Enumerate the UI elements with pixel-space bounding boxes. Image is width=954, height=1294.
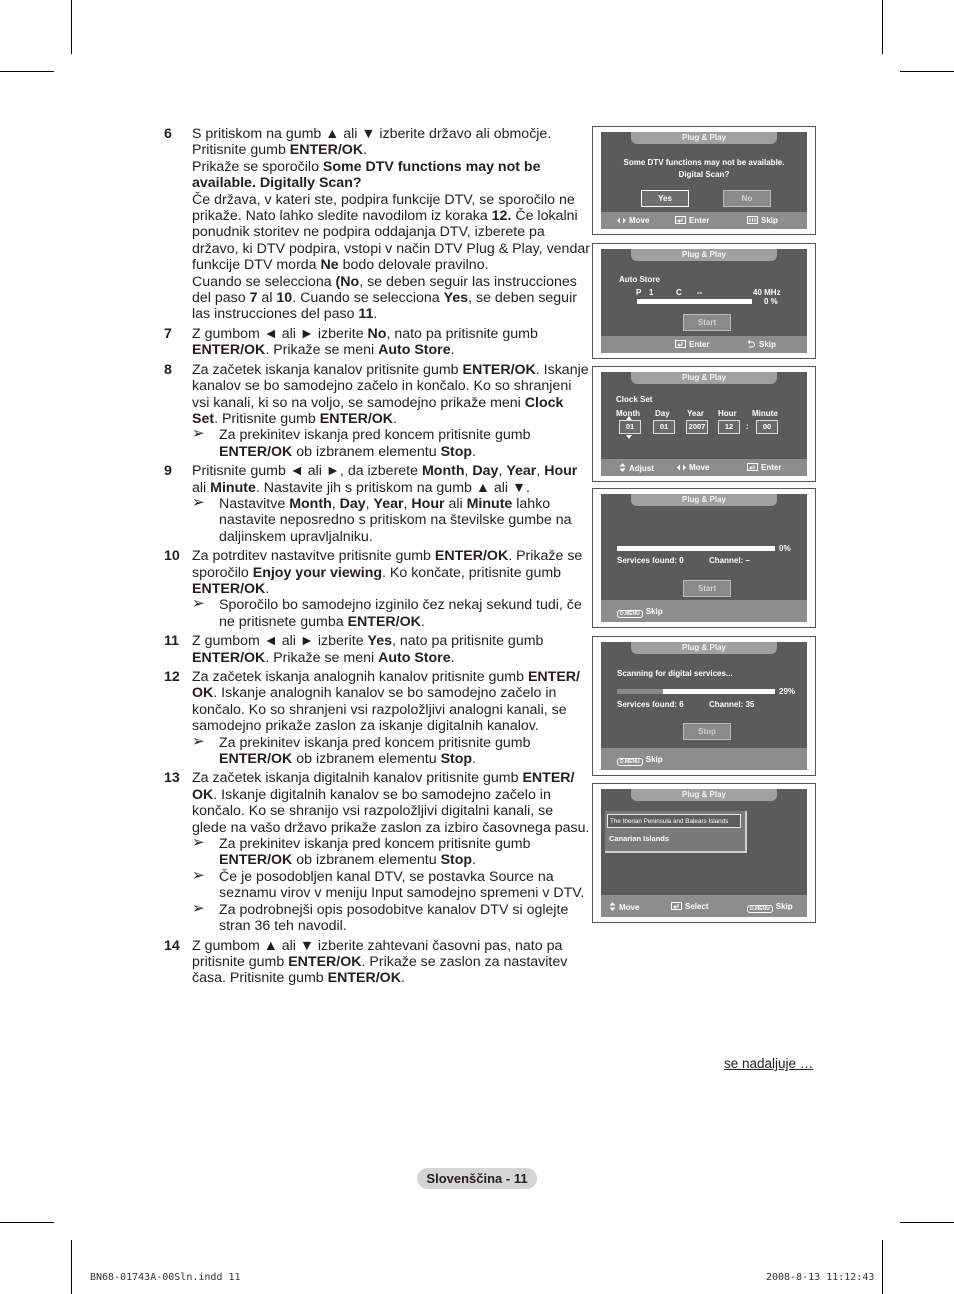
crop-mark xyxy=(882,1240,883,1294)
day-header: Day xyxy=(655,409,670,418)
step-8 xyxy=(162,362,590,460)
screen-footer xyxy=(601,336,807,353)
step-text: Z gumbom ◄ ali ► izberite No, nato pa pritisnite gumb ENTER/OK. Prikaže se meni Auto Store. xyxy=(192,325,538,359)
move-hint: Move xyxy=(689,463,710,472)
channel-value: -- xyxy=(697,288,703,297)
note: ➢ Za prekinitev iskanja pred koncem pritisnite gumb ENTER/OK ob izbranem elementu Stop. xyxy=(192,425,531,460)
enter-icon xyxy=(675,216,686,226)
dmenu-key-icon: D.MENU xyxy=(617,758,643,766)
channel-label: C xyxy=(676,288,682,297)
time-zone-list xyxy=(605,811,747,853)
note-arrow-icon: ➢ xyxy=(192,899,205,917)
day-field[interactable]: 01 xyxy=(653,420,675,434)
month-header: Month xyxy=(616,409,640,418)
step-text: Pritisnite gumb ◄ ali ►, da izberete Month, Day, Year, Hour ali Minute. Nastavite jih s pritiskom na gumb ▲ ali ▼. xyxy=(192,463,578,496)
crop-mark xyxy=(900,71,954,72)
note-arrow-icon: ➢ xyxy=(192,732,205,750)
return-icon xyxy=(745,340,756,350)
section-label: Clock Set xyxy=(616,395,653,404)
year-field[interactable]: 2007 xyxy=(686,420,708,434)
skip-hint: Skip xyxy=(775,902,793,911)
skip-hint: Skip xyxy=(759,340,776,349)
screen-scan-start xyxy=(592,488,816,628)
instruction-list xyxy=(162,126,590,990)
step-number: 10 xyxy=(164,548,180,565)
progress-bar xyxy=(637,299,752,304)
move-hint: Move xyxy=(619,903,640,912)
services-found: Services found: 0 xyxy=(617,556,684,565)
hour-field[interactable]: 12 xyxy=(718,420,740,434)
year-header: Year xyxy=(687,409,704,418)
stop-button[interactable]: Stop xyxy=(683,723,731,740)
services-found: Services found: 6 xyxy=(617,700,684,709)
screen-digital-scan-prompt xyxy=(592,126,816,235)
crop-mark xyxy=(882,0,883,54)
step-10 xyxy=(162,548,590,630)
step-14 xyxy=(162,938,590,987)
enter-icon xyxy=(671,902,682,912)
screen-auto-store xyxy=(592,243,816,359)
screen-footer xyxy=(601,895,807,917)
step-9 xyxy=(162,463,590,545)
print-timestamp: 2008-8-13 11:12:43 xyxy=(766,1272,875,1283)
screen-title: Plug & Play xyxy=(631,642,777,654)
screen-title: Plug & Play xyxy=(631,249,777,261)
step-text: Z gumbom ▲ ali ▼ izberite zahtevani časovni pas, nato pa pritisnite gumb ENTER/OK. Prikaže se zaslon za nastavitev časa. Pritisnite gumb ENTER/OK. xyxy=(192,937,568,987)
screen-scanning-digital xyxy=(592,636,816,776)
step-number: 8 xyxy=(164,361,172,378)
step-text: Z gumbom ◄ ali ► izberite Yes, nato pa pritisnite gumb ENTER/OK. Prikaže se meni Auto Store. xyxy=(192,633,544,666)
progress-bar xyxy=(617,546,775,551)
progress-fill xyxy=(617,689,663,694)
step-number: 7 xyxy=(164,325,172,342)
yes-button[interactable]: Yes xyxy=(641,190,689,207)
step-6 xyxy=(162,126,590,323)
note: ➢ Če je posodobljen kanal DTV, se postavka Source na seznamu virov v meniju Input samodejno spremeni v DTV. xyxy=(192,866,585,902)
left-right-arrows-icon xyxy=(617,217,626,226)
step-text: S pritiskom na gumb ▲ ali ▼ izberite državo ali območje. Pritisnite gumb ENTER/OK. xyxy=(192,126,552,159)
screen-title: Plug & Play xyxy=(631,789,777,801)
dmenu-key-icon: D.MENU xyxy=(747,905,773,913)
step-number: 13 xyxy=(164,770,180,787)
channel-readout: Channel: – xyxy=(709,556,750,565)
up-down-arrows-icon xyxy=(609,902,616,913)
skip-hint: Skip xyxy=(645,607,663,616)
adjust-hint: Adjust xyxy=(629,464,654,473)
note-arrow-icon: ➢ xyxy=(192,425,205,443)
progress-percent: 0% xyxy=(779,544,791,553)
step-text: Za potrditev nastavitve pritisnite gumb ENTER/OK. Prikaže se sporočilo Enjoy your viewing. Ko končate, pritisnite gumb ENTER/OK. xyxy=(192,548,583,597)
note-arrow-icon: ➢ xyxy=(192,493,205,511)
enter-icon xyxy=(747,463,758,473)
message-line: Some DTV functions may not be available. xyxy=(623,158,785,167)
enter-hint: Enter xyxy=(689,340,710,349)
scanning-status: Scanning for digital services... xyxy=(617,669,733,678)
crop-mark xyxy=(0,71,54,72)
minute-field[interactable]: 00 xyxy=(756,420,778,434)
note: ➢ Sporočilo bo samodejno izginilo čez nekaj sekund tudi, če ne pritisnete gumba ENTER/OK. xyxy=(192,595,582,630)
move-hint: Move xyxy=(629,216,650,225)
step-number: 9 xyxy=(164,463,172,480)
channel-readout: Channel: 35 xyxy=(709,700,755,709)
screen-title: Plug & Play xyxy=(631,494,777,506)
crop-mark xyxy=(71,1240,72,1294)
skip-hint: Skip xyxy=(761,216,778,225)
step-number: 11 xyxy=(164,633,179,650)
skip-hint: Skip xyxy=(645,755,663,764)
crop-mark xyxy=(71,0,72,54)
message-line: Digital Scan? xyxy=(678,170,730,179)
step-text: Za začetek iskanja analognih kanalov pritisnite gumb ENTER/ OK. Iskanje analognih kanalov se bo samodejno začelo in končalo. Ko so shranjeni vsi razpoložljivi analogni kanali, se samodejno prikaže zaslon za iskanje digitalnih kanalov. xyxy=(192,669,580,735)
step-number: 14 xyxy=(164,937,180,954)
month-field[interactable]: 01 xyxy=(619,420,641,434)
start-button[interactable]: Start xyxy=(683,580,731,597)
program-number: 1 xyxy=(649,288,654,297)
screen-footer xyxy=(601,600,807,622)
time-separator: : xyxy=(746,422,749,431)
hour-header: Hour xyxy=(718,409,737,418)
note-arrow-icon: ➢ xyxy=(192,834,205,852)
screen-footer xyxy=(601,459,807,476)
screen-footer xyxy=(601,748,807,770)
note: ➢ Nastavitve Month, Day, Year, Hour ali Minute lahko nastavite neposredno s pritiskom na številske gumbe na daljinskem upravljalniku. xyxy=(192,493,572,545)
note-arrow-icon: ➢ xyxy=(192,866,205,884)
step-7 xyxy=(162,326,590,359)
step-number: 6 xyxy=(164,126,172,142)
step-text: Cuando se selecciona (No, se deben seguir las instrucciones del paso 7 al 10. Cuando se selecciona Yes, se deben seguir las instrucciones del paso 11. xyxy=(192,273,577,323)
section-label: Auto Store xyxy=(619,275,660,284)
enter-hint: Enter xyxy=(689,216,710,225)
dmenu-key-icon: D.MENU xyxy=(617,610,643,618)
step-text: Za začetek iskanja kanalov pritisnite gumb ENTER/OK. Iskanje kanalov se bo samodejno začelo in končalo. Ko so shranjeni vsi kanali, ki so na voljo, se samodejno prikaže meni Clock Set. Pritisnite gumb ENTER/OK. xyxy=(192,361,589,427)
select-hint: Select xyxy=(685,902,709,911)
minute-header: Minute xyxy=(752,409,778,418)
no-button[interactable]: No xyxy=(723,190,771,207)
time-zone-option-selected[interactable]: The Iberian Peninsula and Balears Islands xyxy=(607,814,741,828)
menu-icon xyxy=(747,216,758,226)
continues-label: se nadaljuje … xyxy=(724,1056,814,1071)
enter-icon xyxy=(675,340,686,350)
step-text: Če država, v kateri ste, podpira funkcije DTV, se sporočilo ne prikaže. Nato lahko sledite navodilom iz koraka 12. Če lokalni ponudnik storitev ne podpira oddajanja DTV, izberete pa državo, ki DTV podpira, vstopi v način DTV Plug & Play, vendar funkcije DTV morda Ne bodo delovale pravilno. xyxy=(192,191,590,274)
frequency: 40 MHz xyxy=(753,288,781,297)
screen-time-zone xyxy=(592,783,816,923)
progress-bar xyxy=(617,689,775,694)
step-number: 12 xyxy=(164,669,180,685)
left-right-arrows-icon xyxy=(677,464,686,473)
step-13 xyxy=(162,770,590,934)
enter-hint: Enter xyxy=(761,463,782,472)
time-zone-option[interactable]: Canarian Islands xyxy=(609,834,670,843)
note: ➢ Za prekinitev iskanja pred koncem pritisnite gumb ENTER/OK ob izbranem elementu Stop. xyxy=(192,732,531,768)
step-text: Za začetek iskanja digitalnih kanalov pritisnite gumb ENTER/ OK. Iskanje digitalnih kanalov se bo samodejno začelo in končalo. Ko se shranijo vsi razpoložljivi digitalni kanali, se glede na vašo državo prikaže zaslon za izbiro časovnega pasu. xyxy=(192,770,590,836)
step-text: Prikaže se sporočilo Some DTV functions may not be available. Digitally Scan? xyxy=(192,158,541,192)
program-label: P xyxy=(636,288,642,297)
progress-percent: 29% xyxy=(779,687,796,696)
file-slug: BN68-01743A-00Sln.indd 11 xyxy=(90,1272,241,1283)
note: ➢ Za podrobnejši opis posodobitve kanalov DTV si oglejte stran 36 teh navodil. xyxy=(192,899,569,935)
screen-title: Plug & Play xyxy=(631,132,777,144)
up-down-arrows-icon xyxy=(619,463,626,474)
down-arrow-icon xyxy=(626,435,632,439)
crop-mark xyxy=(0,1222,54,1223)
screen-footer xyxy=(601,212,807,229)
page-number-badge: Slovenščina - 11 xyxy=(417,1168,537,1189)
progress-percent: 0 % xyxy=(764,297,778,306)
note-arrow-icon: ➢ xyxy=(192,595,205,613)
note: ➢ Za prekinitev iskanja pred koncem pritisnite gumb ENTER/OK ob izbranem elementu Stop. xyxy=(192,834,531,869)
step-12 xyxy=(162,669,590,767)
step-11 xyxy=(162,633,590,666)
start-button[interactable]: Start xyxy=(683,314,731,331)
screen-title: Plug & Play xyxy=(631,372,777,384)
crop-mark xyxy=(900,1222,954,1223)
screen-clock-set xyxy=(592,366,816,482)
